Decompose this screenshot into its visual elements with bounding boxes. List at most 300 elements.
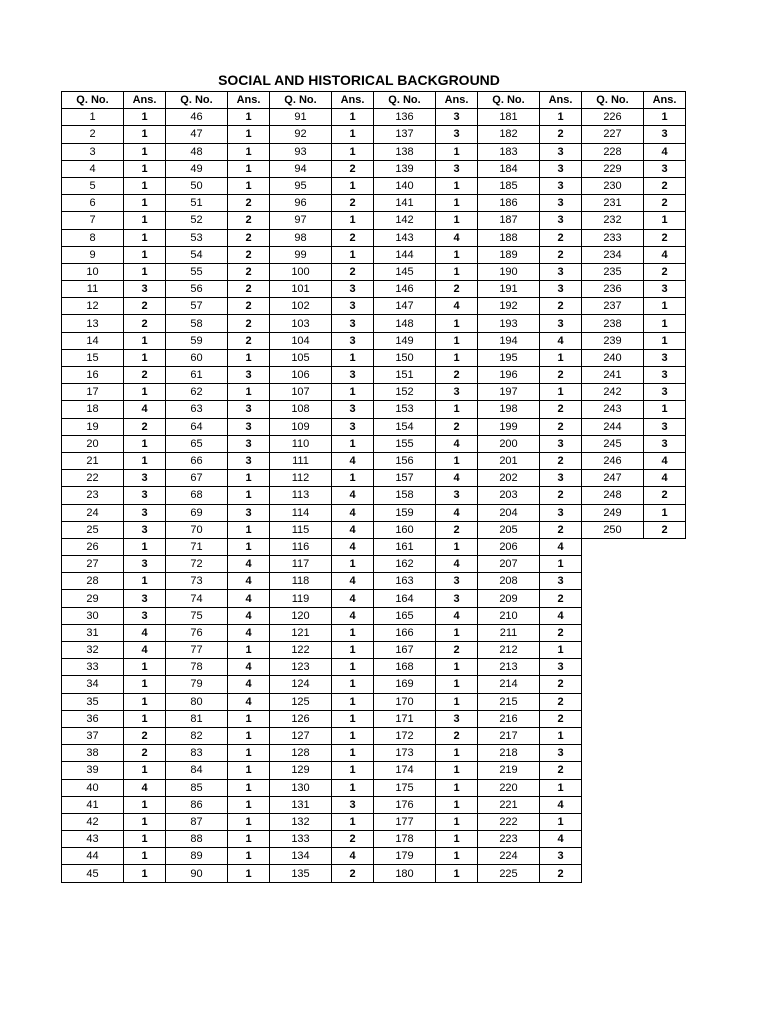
answer-cell: 2 xyxy=(228,212,270,229)
answer-cell: 1 xyxy=(124,229,166,246)
question-number-cell: 83 xyxy=(166,745,228,762)
table-row xyxy=(62,487,686,504)
answer-cell: 2 xyxy=(540,590,582,607)
answer-cell: 1 xyxy=(436,177,478,194)
answer-cell: 2 xyxy=(540,298,582,315)
question-number-cell: 172 xyxy=(374,727,436,744)
question-number-cell: 183 xyxy=(478,143,540,160)
question-number-cell: 131 xyxy=(270,796,332,813)
answer-cell: 2 xyxy=(124,745,166,762)
question-number-cell: 209 xyxy=(478,590,540,607)
question-number-cell: 10 xyxy=(62,263,124,280)
question-number-cell: 139 xyxy=(374,160,436,177)
question-number-cell: 208 xyxy=(478,573,540,590)
question-number-cell: 92 xyxy=(270,126,332,143)
question-number-cell: 100 xyxy=(270,263,332,280)
question-number-cell: 155 xyxy=(374,435,436,452)
question-number-cell: 51 xyxy=(166,195,228,212)
question-number-cell: 59 xyxy=(166,332,228,349)
question-number-cell: 148 xyxy=(374,315,436,332)
answer-cell: 2 xyxy=(540,624,582,641)
answer-cell: 2 xyxy=(124,315,166,332)
table-row xyxy=(62,263,686,280)
question-number-cell: 95 xyxy=(270,177,332,194)
answer-table-body xyxy=(62,109,686,882)
answer-cell: 1 xyxy=(436,246,478,263)
question-number-cell: 233 xyxy=(582,229,644,246)
answer-cell: 2 xyxy=(540,521,582,538)
question-number-cell: 103 xyxy=(270,315,332,332)
question-number-cell: 46 xyxy=(166,109,228,126)
question-number-cell: 114 xyxy=(270,504,332,521)
question-number-cell: 226 xyxy=(582,109,644,126)
answer-cell: 3 xyxy=(332,401,374,418)
answer-cell: 1 xyxy=(124,263,166,280)
answer-cell: 3 xyxy=(228,504,270,521)
table-row xyxy=(62,521,686,538)
answer-cell: 1 xyxy=(124,573,166,590)
answer-cell: 4 xyxy=(436,504,478,521)
answer-cell: 3 xyxy=(228,452,270,469)
answer-cell: 3 xyxy=(228,401,270,418)
question-number-cell: 229 xyxy=(582,160,644,177)
question-number-cell: 207 xyxy=(478,556,540,573)
question-number-cell: 99 xyxy=(270,246,332,263)
question-number-cell: 66 xyxy=(166,452,228,469)
question-number-cell: 119 xyxy=(270,590,332,607)
answer-cell: 4 xyxy=(332,487,374,504)
answer-cell: 3 xyxy=(540,177,582,194)
answer-cell: 2 xyxy=(436,727,478,744)
question-number-cell: 168 xyxy=(374,659,436,676)
question-number-cell: 8 xyxy=(62,229,124,246)
answer-cell: 1 xyxy=(332,143,374,160)
answer-cell: 1 xyxy=(228,710,270,727)
question-number-cell: 122 xyxy=(270,642,332,659)
question-number-cell: 82 xyxy=(166,727,228,744)
table-row xyxy=(62,281,686,298)
question-number-cell: 138 xyxy=(374,143,436,160)
question-number-cell: 136 xyxy=(374,109,436,126)
answer-cell: 3 xyxy=(644,126,686,143)
answer-cell: 1 xyxy=(124,659,166,676)
answer-cell: 1 xyxy=(124,796,166,813)
question-number-cell: 189 xyxy=(478,246,540,263)
answer-cell: 1 xyxy=(540,779,582,796)
question-number-cell: 62 xyxy=(166,384,228,401)
answer-cell: 1 xyxy=(332,624,374,641)
header-ans: Ans. xyxy=(228,92,270,109)
answer-cell: 2 xyxy=(644,487,686,504)
question-number-cell: 141 xyxy=(374,195,436,212)
header-ans: Ans. xyxy=(644,92,686,109)
question-number-cell: 44 xyxy=(62,848,124,865)
question-number-cell: 210 xyxy=(478,607,540,624)
answer-cell: 1 xyxy=(436,195,478,212)
question-number-cell: 91 xyxy=(270,109,332,126)
question-number-cell: 39 xyxy=(62,762,124,779)
question-number-cell: 177 xyxy=(374,813,436,830)
table-row xyxy=(62,143,686,160)
question-number-cell: 185 xyxy=(478,177,540,194)
answer-cell: 3 xyxy=(124,590,166,607)
answer-cell: 1 xyxy=(332,435,374,452)
question-number-cell: 6 xyxy=(62,195,124,212)
question-number-cell: 203 xyxy=(478,487,540,504)
answer-cell: 1 xyxy=(436,762,478,779)
answer-cell: 1 xyxy=(644,401,686,418)
answer-cell: 3 xyxy=(332,315,374,332)
question-number-cell: 76 xyxy=(166,624,228,641)
answer-cell: 2 xyxy=(540,693,582,710)
answer-cell: 3 xyxy=(332,418,374,435)
question-number-cell: 125 xyxy=(270,693,332,710)
answer-cell: 3 xyxy=(540,435,582,452)
question-number-cell: 65 xyxy=(166,435,228,452)
question-number-cell: 218 xyxy=(478,745,540,762)
question-number-cell: 212 xyxy=(478,642,540,659)
question-number-cell: 193 xyxy=(478,315,540,332)
answer-cell: 1 xyxy=(332,384,374,401)
question-number-cell: 68 xyxy=(166,487,228,504)
answer-cell: 4 xyxy=(228,659,270,676)
question-number-cell: 133 xyxy=(270,831,332,848)
answer-cell: 4 xyxy=(124,642,166,659)
answer-cell: 2 xyxy=(540,676,582,693)
question-number-cell: 234 xyxy=(582,246,644,263)
answer-cell: 1 xyxy=(332,813,374,830)
question-number-cell: 247 xyxy=(582,470,644,487)
answer-cell: 2 xyxy=(644,177,686,194)
answer-cell: 3 xyxy=(124,607,166,624)
question-number-cell: 124 xyxy=(270,676,332,693)
answer-cell: 1 xyxy=(228,727,270,744)
table-row xyxy=(62,246,686,263)
empty-cell xyxy=(582,538,686,882)
question-number-cell: 110 xyxy=(270,435,332,452)
answer-cell: 1 xyxy=(436,624,478,641)
answer-cell: 1 xyxy=(124,435,166,452)
question-number-cell: 23 xyxy=(62,487,124,504)
answer-cell: 1 xyxy=(228,848,270,865)
question-number-cell: 156 xyxy=(374,452,436,469)
question-number-cell: 227 xyxy=(582,126,644,143)
answer-cell: 1 xyxy=(124,813,166,830)
question-number-cell: 50 xyxy=(166,177,228,194)
answer-cell: 1 xyxy=(124,676,166,693)
question-number-cell: 120 xyxy=(270,607,332,624)
answer-cell: 3 xyxy=(540,212,582,229)
question-number-cell: 150 xyxy=(374,349,436,366)
question-number-cell: 56 xyxy=(166,281,228,298)
question-number-cell: 20 xyxy=(62,435,124,452)
question-number-cell: 105 xyxy=(270,349,332,366)
answer-cell: 4 xyxy=(228,556,270,573)
question-number-cell: 27 xyxy=(62,556,124,573)
answer-cell: 1 xyxy=(124,332,166,349)
question-number-cell: 25 xyxy=(62,521,124,538)
question-number-cell: 240 xyxy=(582,349,644,366)
answer-cell: 2 xyxy=(228,281,270,298)
question-number-cell: 80 xyxy=(166,693,228,710)
answer-cell: 4 xyxy=(124,779,166,796)
question-number-cell: 222 xyxy=(478,813,540,830)
answer-cell: 4 xyxy=(228,676,270,693)
answer-cell: 1 xyxy=(332,556,374,573)
answer-cell: 1 xyxy=(124,865,166,882)
answer-cell: 4 xyxy=(436,298,478,315)
answer-cell: 1 xyxy=(228,109,270,126)
question-number-cell: 166 xyxy=(374,624,436,641)
header-qno: Q. No. xyxy=(374,92,436,109)
answer-cell: 1 xyxy=(332,109,374,126)
question-number-cell: 224 xyxy=(478,848,540,865)
answer-cell: 4 xyxy=(332,452,374,469)
question-number-cell: 7 xyxy=(62,212,124,229)
answer-cell: 1 xyxy=(124,848,166,865)
question-number-cell: 73 xyxy=(166,573,228,590)
question-number-cell: 13 xyxy=(62,315,124,332)
answer-cell: 2 xyxy=(332,865,374,882)
answer-cell: 1 xyxy=(124,109,166,126)
question-number-cell: 38 xyxy=(62,745,124,762)
question-number-cell: 106 xyxy=(270,367,332,384)
question-number-cell: 146 xyxy=(374,281,436,298)
question-number-cell: 31 xyxy=(62,624,124,641)
question-number-cell: 115 xyxy=(270,521,332,538)
question-number-cell: 197 xyxy=(478,384,540,401)
answer-cell: 3 xyxy=(644,160,686,177)
question-number-cell: 195 xyxy=(478,349,540,366)
question-number-cell: 113 xyxy=(270,487,332,504)
question-number-cell: 191 xyxy=(478,281,540,298)
question-number-cell: 162 xyxy=(374,556,436,573)
question-number-cell: 1 xyxy=(62,109,124,126)
question-number-cell: 187 xyxy=(478,212,540,229)
answer-cell: 2 xyxy=(228,195,270,212)
answer-cell: 2 xyxy=(436,521,478,538)
question-number-cell: 116 xyxy=(270,538,332,555)
question-number-cell: 75 xyxy=(166,607,228,624)
question-number-cell: 245 xyxy=(582,435,644,452)
header-qno: Q. No. xyxy=(478,92,540,109)
answer-cell: 3 xyxy=(332,332,374,349)
answer-cell: 1 xyxy=(124,710,166,727)
answer-cell: 3 xyxy=(540,848,582,865)
question-number-cell: 5 xyxy=(62,177,124,194)
question-number-cell: 67 xyxy=(166,470,228,487)
answer-cell: 1 xyxy=(124,160,166,177)
answer-cell: 4 xyxy=(228,573,270,590)
answer-cell: 1 xyxy=(540,642,582,659)
answer-cell: 2 xyxy=(540,865,582,882)
answer-cell: 1 xyxy=(436,745,478,762)
question-number-cell: 30 xyxy=(62,607,124,624)
answer-cell: 2 xyxy=(228,298,270,315)
question-number-cell: 45 xyxy=(62,865,124,882)
question-number-cell: 171 xyxy=(374,710,436,727)
header-row xyxy=(62,92,686,109)
table-row xyxy=(62,298,686,315)
answer-cell: 1 xyxy=(228,642,270,659)
table-row xyxy=(62,504,686,521)
answer-cell: 4 xyxy=(228,624,270,641)
answer-cell: 2 xyxy=(124,418,166,435)
answer-cell: 1 xyxy=(540,349,582,366)
answer-cell: 4 xyxy=(436,607,478,624)
header-ans: Ans. xyxy=(540,92,582,109)
header-ans: Ans. xyxy=(124,92,166,109)
question-number-cell: 81 xyxy=(166,710,228,727)
question-number-cell: 64 xyxy=(166,418,228,435)
answer-cell: 1 xyxy=(124,195,166,212)
question-number-cell: 144 xyxy=(374,246,436,263)
answer-cell: 1 xyxy=(332,349,374,366)
answer-cell: 4 xyxy=(540,831,582,848)
question-number-cell: 9 xyxy=(62,246,124,263)
table-row xyxy=(62,435,686,452)
answer-cell: 4 xyxy=(332,590,374,607)
answer-cell: 1 xyxy=(124,212,166,229)
question-number-cell: 243 xyxy=(582,401,644,418)
table-row xyxy=(62,349,686,366)
question-number-cell: 98 xyxy=(270,229,332,246)
answer-cell: 1 xyxy=(228,813,270,830)
answer-cell: 1 xyxy=(332,762,374,779)
answer-cell: 3 xyxy=(124,487,166,504)
question-number-cell: 112 xyxy=(270,470,332,487)
answer-cell: 3 xyxy=(436,710,478,727)
answer-cell: 4 xyxy=(644,470,686,487)
question-number-cell: 182 xyxy=(478,126,540,143)
answer-cell: 1 xyxy=(436,848,478,865)
question-number-cell: 157 xyxy=(374,470,436,487)
answer-cell: 3 xyxy=(436,109,478,126)
answer-cell: 3 xyxy=(436,126,478,143)
answer-cell: 1 xyxy=(332,212,374,229)
table-row xyxy=(62,160,686,177)
question-number-cell: 214 xyxy=(478,676,540,693)
answer-cell: 4 xyxy=(436,470,478,487)
question-number-cell: 143 xyxy=(374,229,436,246)
answer-cell: 1 xyxy=(332,246,374,263)
question-number-cell: 29 xyxy=(62,590,124,607)
question-number-cell: 221 xyxy=(478,796,540,813)
question-number-cell: 85 xyxy=(166,779,228,796)
answer-cell: 1 xyxy=(540,384,582,401)
question-number-cell: 41 xyxy=(62,796,124,813)
question-number-cell: 201 xyxy=(478,452,540,469)
question-number-cell: 167 xyxy=(374,642,436,659)
question-number-cell: 164 xyxy=(374,590,436,607)
question-number-cell: 202 xyxy=(478,470,540,487)
table-row xyxy=(62,452,686,469)
answer-cell: 3 xyxy=(540,659,582,676)
answer-cell: 3 xyxy=(436,573,478,590)
answer-cell: 1 xyxy=(124,349,166,366)
answer-cell: 4 xyxy=(540,607,582,624)
answer-cell: 1 xyxy=(436,452,478,469)
answer-cell: 4 xyxy=(124,624,166,641)
answer-cell: 2 xyxy=(332,195,374,212)
answer-cell: 1 xyxy=(436,676,478,693)
question-number-cell: 199 xyxy=(478,418,540,435)
table-row xyxy=(62,126,686,143)
question-number-cell: 26 xyxy=(62,538,124,555)
answer-cell: 1 xyxy=(228,538,270,555)
answer-cell: 1 xyxy=(228,384,270,401)
answer-cell: 1 xyxy=(436,315,478,332)
answer-cell: 4 xyxy=(644,143,686,160)
question-number-cell: 111 xyxy=(270,452,332,469)
question-number-cell: 219 xyxy=(478,762,540,779)
question-number-cell: 169 xyxy=(374,676,436,693)
answer-cell: 1 xyxy=(436,813,478,830)
question-number-cell: 109 xyxy=(270,418,332,435)
question-number-cell: 17 xyxy=(62,384,124,401)
answer-cell: 2 xyxy=(540,367,582,384)
question-number-cell: 206 xyxy=(478,538,540,555)
answer-cell: 1 xyxy=(436,401,478,418)
answer-cell: 4 xyxy=(644,246,686,263)
question-number-cell: 196 xyxy=(478,367,540,384)
question-number-cell: 88 xyxy=(166,831,228,848)
question-number-cell: 128 xyxy=(270,745,332,762)
question-number-cell: 71 xyxy=(166,538,228,555)
table-row xyxy=(62,538,686,555)
answer-cell: 1 xyxy=(436,349,478,366)
answer-cell: 3 xyxy=(540,143,582,160)
question-number-cell: 61 xyxy=(166,367,228,384)
question-number-cell: 137 xyxy=(374,126,436,143)
question-number-cell: 60 xyxy=(166,349,228,366)
answer-cell: 4 xyxy=(540,538,582,555)
answer-cell: 4 xyxy=(332,848,374,865)
answer-cell: 1 xyxy=(228,349,270,366)
question-number-cell: 231 xyxy=(582,195,644,212)
answer-cell: 1 xyxy=(124,246,166,263)
question-number-cell: 239 xyxy=(582,332,644,349)
answer-cell: 1 xyxy=(228,745,270,762)
answer-cell: 1 xyxy=(228,779,270,796)
answer-cell: 3 xyxy=(228,418,270,435)
question-number-cell: 96 xyxy=(270,195,332,212)
question-number-cell: 12 xyxy=(62,298,124,315)
answer-cell: 4 xyxy=(332,538,374,555)
answer-cell: 4 xyxy=(436,229,478,246)
question-number-cell: 70 xyxy=(166,521,228,538)
answer-cell: 3 xyxy=(124,281,166,298)
question-number-cell: 34 xyxy=(62,676,124,693)
question-number-cell: 108 xyxy=(270,401,332,418)
question-number-cell: 184 xyxy=(478,160,540,177)
answer-cell: 3 xyxy=(124,521,166,538)
question-number-cell: 211 xyxy=(478,624,540,641)
question-number-cell: 36 xyxy=(62,710,124,727)
question-number-cell: 215 xyxy=(478,693,540,710)
answer-cell: 1 xyxy=(332,710,374,727)
question-number-cell: 53 xyxy=(166,229,228,246)
question-number-cell: 149 xyxy=(374,332,436,349)
answer-cell: 1 xyxy=(124,831,166,848)
answer-cell: 2 xyxy=(540,401,582,418)
answer-cell: 3 xyxy=(332,298,374,315)
answer-cell: 1 xyxy=(436,263,478,280)
answer-cell: 1 xyxy=(228,796,270,813)
question-number-cell: 101 xyxy=(270,281,332,298)
question-number-cell: 104 xyxy=(270,332,332,349)
answer-cell: 3 xyxy=(644,418,686,435)
